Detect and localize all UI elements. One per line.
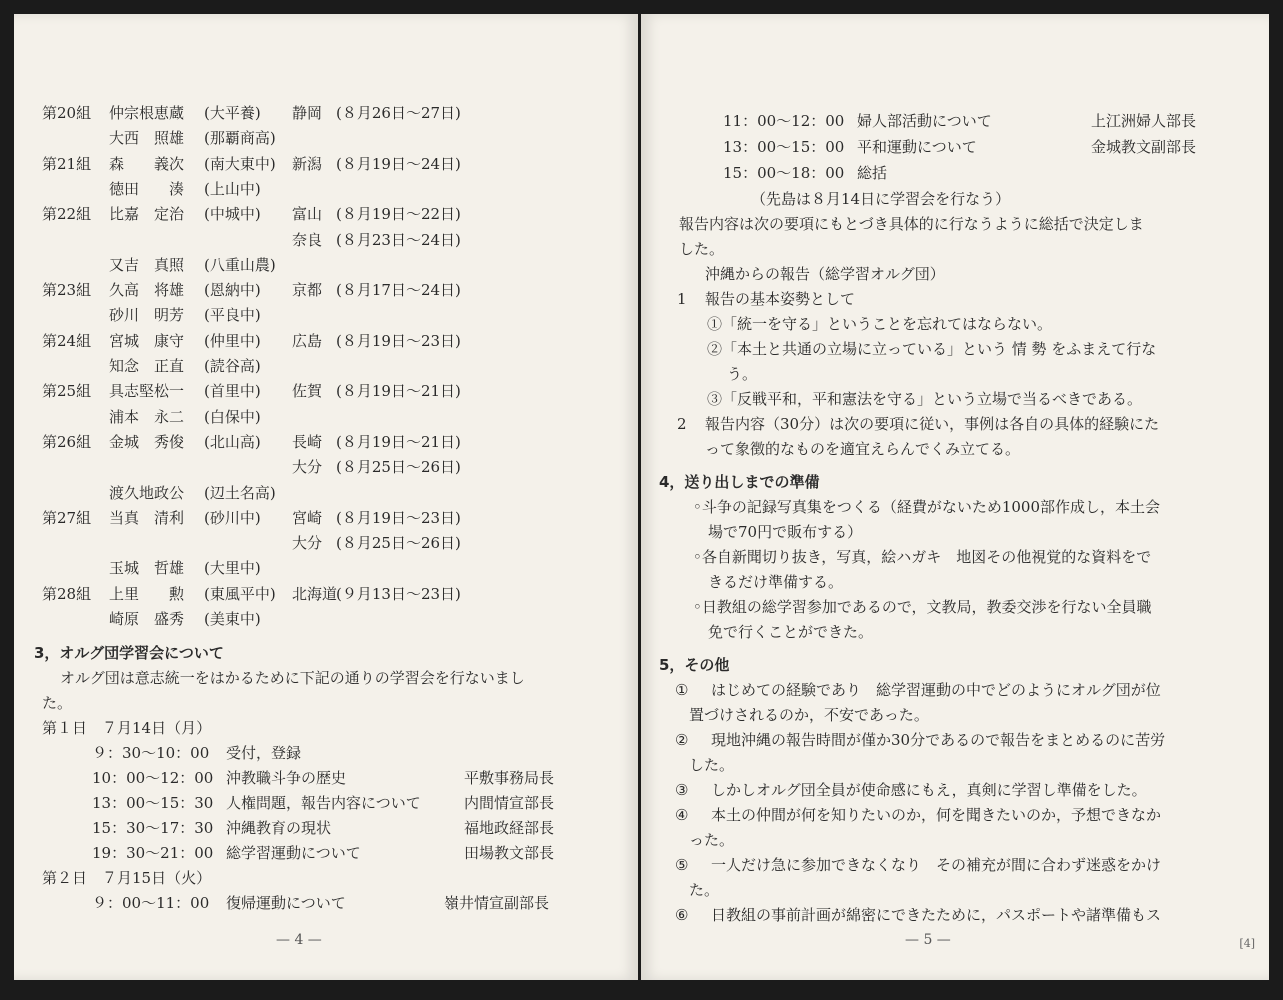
dest-dates: (８月25日～26日): [336, 458, 461, 477]
member-school: (南大東中): [204, 154, 276, 173]
report-title: 沖縄からの報告（総学習オルグ団）: [705, 265, 945, 283]
section-heading: 4，送り出しまでの準備: [659, 473, 820, 491]
dest-dates: (８月19日～21日): [336, 382, 461, 401]
member-name: 徳田 湊: [109, 179, 185, 198]
schedule-time: ９：00～11：00: [92, 894, 210, 912]
paragraph-line: って象徴的なものを適宜えらんでくみ立てる。: [705, 440, 1021, 458]
member-school: (大平養): [204, 104, 261, 122]
item-mark: ④: [675, 806, 689, 824]
member-school: (大里中): [204, 559, 261, 578]
dest-dates: (８月19日～24日): [336, 154, 461, 173]
destination: 京都: [292, 281, 323, 300]
prep-line: 免で行くことができた。: [693, 623, 874, 641]
schedule-time: 10：00～12：00: [92, 769, 214, 787]
remark-line: った。: [689, 831, 735, 849]
schedule-topic: 総括: [857, 164, 888, 182]
remark-line: しかしオルグ団全員が使命感にもえ，真剣に学習し準備をした。: [711, 781, 1147, 799]
destination: 広島: [292, 331, 323, 350]
schedule-time: ９：30～10：00: [92, 744, 210, 762]
item-number: 1: [677, 290, 687, 308]
prep-line: きるだけ準備する。: [693, 573, 844, 591]
right-page: [641, 14, 1269, 980]
member-school: (仲里中): [204, 331, 261, 350]
member-name: 知念 正直: [109, 357, 185, 375]
principle-line: う。: [727, 365, 758, 383]
paragraph-line: た。: [42, 694, 73, 712]
schedule-topic: 沖縄教育の現状: [226, 819, 332, 837]
paragraph-line: 報告内容は次の要項にもとづき具体的に行なうように総括で決定しま: [679, 215, 1144, 233]
group-label: 第27組: [42, 508, 92, 527]
member-name: 又吉 真照: [109, 255, 185, 274]
group-label: 第23組: [42, 281, 92, 300]
remark-line: 一人だけ急に参加できなくなり その補充が間に合わず迷惑をかけ: [711, 856, 1162, 874]
group-label: 第26組: [42, 432, 92, 451]
paragraph-line: 報告内容（30分）は次の要項に従い，事例は各自の具体的経験にた: [705, 415, 1160, 433]
remark-line: た。: [689, 881, 720, 899]
member-school: (辺土名高): [204, 483, 276, 502]
dest-dates: (８月25日～26日): [336, 534, 461, 553]
dest-dates: (８月19日～23日): [336, 331, 461, 350]
member-name: 渡久地政公: [109, 483, 185, 502]
schedule-topic: 人権問題，報告内容について: [226, 794, 421, 812]
destination: 大分: [292, 458, 323, 477]
dest-dates: (８月19日～21日): [336, 432, 461, 451]
prep-line: ◦各自新聞切り抜き，写真，絵ハガキ 地図その他視覚的な資料をで: [693, 548, 1152, 566]
schedule-topic: 総学習運動について: [226, 844, 361, 862]
item-mark: ②: [675, 731, 689, 749]
destination: 大分: [292, 534, 323, 553]
member-name: 仲宗根恵蔵: [109, 104, 185, 122]
schedule-time: 13：00～15：30: [92, 794, 214, 812]
group-label: 第21組: [42, 154, 92, 173]
principle-line: ①「統一を守る」ということを忘れてはならない。: [707, 315, 1053, 333]
destination: 富山: [292, 205, 323, 224]
prep-line: 場で70円で販布する）: [693, 523, 863, 541]
schedule-time: 13：00～15：00: [723, 138, 845, 156]
member-name: 当真 清利: [109, 508, 185, 527]
member-name: 久高 将雄: [109, 281, 185, 300]
member-school: (那覇商高): [204, 129, 276, 148]
item-number: 2: [677, 415, 687, 433]
remark-line: はじめての経験であり 総学習運動の中でどのようにオルグ団が位: [711, 681, 1161, 699]
destination: 佐賀: [292, 382, 323, 401]
member-name: 具志堅松一: [109, 382, 185, 401]
member-name: 比嘉 定治: [109, 205, 185, 224]
dest-dates: (８月19日～23日): [336, 508, 461, 527]
member-name: 大西 照雄: [109, 129, 185, 148]
schedule-time: 19：30～21：00: [92, 844, 214, 862]
remark-line: 日教組の事前計画が綿密にできたために，パスポートや諸準備もス: [711, 906, 1162, 924]
schedule-time: 15：00～18：00: [723, 164, 845, 182]
dest-dates: (８月19日～22日): [336, 205, 461, 224]
member-name: 宮城 康守: [109, 331, 185, 350]
principle-line: ③「反戦平和，平和憲法を守る」という立場で当るべきである。: [707, 390, 1143, 408]
paragraph-line: した。: [679, 240, 725, 258]
member-school: (東風平中): [204, 584, 276, 603]
member-school: (美東中): [204, 610, 261, 628]
group-label: 第20組: [42, 104, 92, 122]
page-number: — 4 —: [276, 932, 322, 948]
member-name: 金城 秀俊: [109, 432, 185, 451]
archive-stamp: [4]: [1239, 937, 1255, 950]
member-school: (砂川中): [204, 508, 261, 527]
member-name: 浦本 永二: [109, 407, 185, 426]
member-school: (上山中): [204, 179, 261, 198]
group-label: 第28組: [42, 584, 92, 603]
member-school: (北山高): [204, 432, 261, 451]
section-heading: 5，その他: [659, 656, 730, 674]
group-label: 第25組: [42, 382, 92, 401]
remark-line: した。: [689, 756, 735, 774]
member-name: 玉城 哲雄: [109, 559, 185, 578]
day-heading: 第２日 ７月15日（火）: [42, 869, 212, 887]
section-heading: 3，オルグ団学習会について: [34, 644, 224, 662]
member-school: (恩納中): [204, 281, 261, 300]
schedule-time: 15：30～17：30: [92, 819, 214, 837]
dest-dates: (８月17日～24日): [336, 281, 461, 300]
remark-line: 置づけされるのか，不安であった。: [689, 706, 929, 724]
schedule-person: 上江洲婦人部長: [1091, 112, 1197, 130]
item-mark: ③: [675, 781, 689, 799]
destination: 新潟: [292, 154, 323, 173]
destination: 静岡: [292, 104, 323, 122]
member-school: (読谷高): [204, 357, 261, 375]
schedule-topic: 婦人部活動について: [857, 112, 992, 130]
item-mark: ①: [675, 681, 689, 699]
page-number: — 5 —: [905, 932, 951, 948]
member-name: 上里 勲: [109, 584, 185, 603]
member-name: 砂川 明芳: [109, 306, 185, 325]
schedule-topic: 平和運動について: [857, 138, 977, 156]
dest-dates: (８月23日～24日): [336, 230, 461, 249]
schedule-person: 福地政経部長: [464, 819, 555, 837]
schedule-note: （先島は８月14日に学習会を行なう）: [751, 190, 1011, 208]
schedule-person: 平敷事務局長: [464, 769, 555, 787]
member-school: (八重山農): [204, 255, 276, 274]
prep-line: ◦斗争の記録写真集をつくる（経費がないため1000部作成し，本土会: [693, 498, 1161, 516]
schedule-time: 11：00～12：00: [723, 112, 845, 130]
remark-line: 現地沖縄の報告時間が僅か30分であるので報告をまとめるのに苦労: [711, 731, 1166, 749]
principle-line: ②「本土と共通の立場に立っている」という 情 勢 をふまえて行な: [707, 340, 1157, 358]
schedule-person: 金城教文副部長: [1091, 138, 1197, 156]
schedule-person: 嶺井情宣副部長: [444, 894, 550, 912]
prep-line: ◦日教組の総学習参加であるので，文教局，教委交渉を行ない全員職: [693, 598, 1152, 616]
dest-dates: (９月13日～23日): [336, 584, 461, 603]
item-mark: ⑥: [675, 906, 689, 924]
member-school: (中城中): [204, 205, 261, 224]
schedule-person: 田場教文部長: [464, 844, 555, 862]
group-label: 第24組: [42, 331, 92, 350]
destination: 奈良: [292, 230, 323, 249]
destination: 宮崎: [292, 508, 323, 527]
member-school: (首里中): [204, 382, 261, 401]
member-school: (白保中): [204, 407, 261, 426]
destination: 長崎: [292, 432, 323, 451]
remark-line: 本土の仲間が何を知りたいのか，何を聞きたいのか，予想できなか: [711, 806, 1162, 824]
item-mark: ⑤: [675, 856, 689, 874]
day-heading: 第１日 ７月14日（月）: [42, 719, 212, 737]
member-name: 森 義次: [109, 154, 185, 173]
member-school: (平良中): [204, 306, 261, 325]
destination: 北海道: [292, 584, 338, 603]
paragraph-line: オルグ団は意志統一をはかるために下記の通りの学習会を行ないまし: [60, 669, 525, 687]
group-label: 第22組: [42, 205, 92, 224]
left-page: [14, 14, 638, 980]
schedule-person: 内間情宣部長: [464, 794, 555, 812]
schedule-topic: 復帰運動について: [226, 894, 346, 912]
schedule-topic: 受付，登録: [226, 744, 302, 762]
member-name: 崎原 盛秀: [109, 610, 185, 628]
dest-dates: (８月26日～27日): [336, 104, 461, 122]
item-title: 報告の基本姿勢として: [705, 290, 856, 308]
schedule-topic: 沖教職斗争の歴史: [226, 769, 347, 787]
